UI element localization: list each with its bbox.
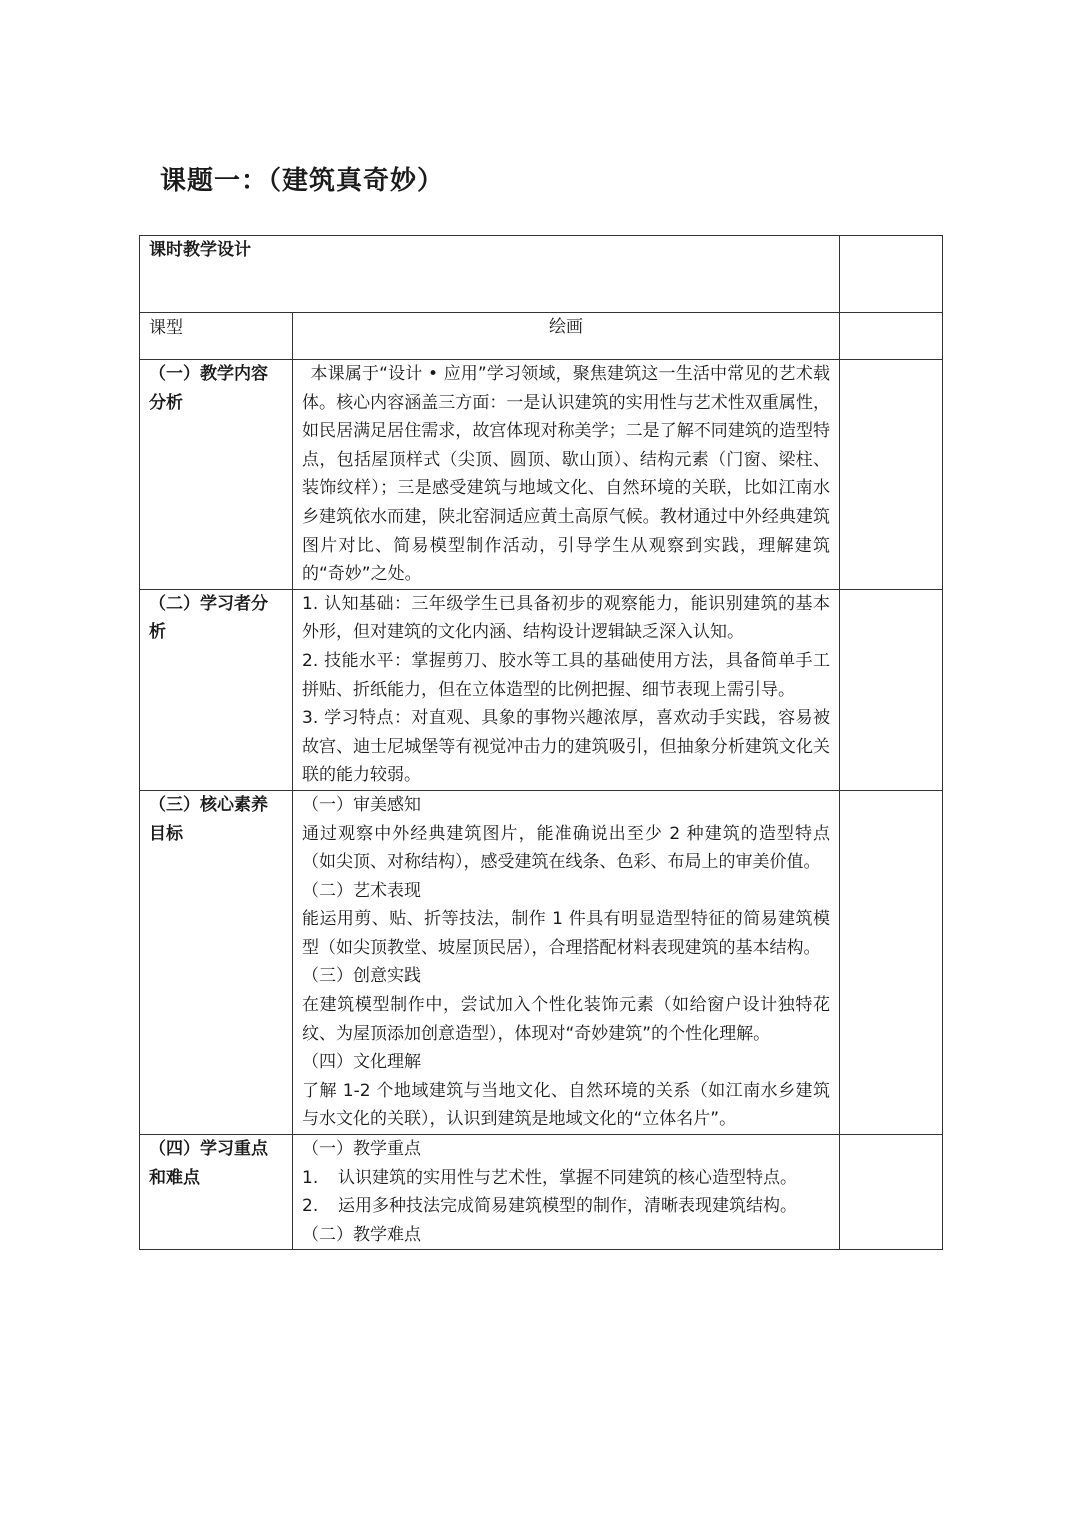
type-value: 绘画 — [293, 313, 840, 360]
empty-cell — [840, 1135, 943, 1250]
section-label: （一）教学内容分析 — [140, 360, 293, 590]
section-content — [293, 1135, 840, 1250]
page-title: 课题一：（建筑真奇妙） — [160, 166, 445, 196]
section-label: （二）学习者分析 — [140, 589, 293, 790]
subsection-heading: （四）文化理解 — [302, 1052, 421, 1073]
empty-cell — [840, 790, 943, 1134]
subsection-heading: （三）创意实践 — [302, 966, 421, 987]
table-row — [140, 313, 943, 360]
table-row — [140, 790, 943, 1134]
table-row — [140, 236, 943, 313]
design-label: 课时教学设计 — [140, 236, 840, 313]
list-item: 2. 运用多种技法完成简易建筑模型的制作，清晰表现建筑结构。 — [302, 1196, 797, 1217]
subsection-text: 在建筑模型制作中，尝试加入个性化装饰元素（如给窗户设计独特花纹、为屋顶添加创意造型），体现对“奇妙建筑”的个性化理解。 — [302, 995, 830, 1044]
section-content — [293, 790, 840, 1134]
table-row — [140, 1135, 943, 1250]
list-item: 1. 认知基础：三年级学生已具备初步的观察能力，能识别建筑的基本外形，但对建筑的文化内涵、结构设计逻辑缺乏深入认知。 — [302, 593, 831, 643]
list-item: 3. 学习特点：对直观、具象的事物兴趣浓厚，喜欢动手实践，容易被故宫、迪士尼城堡等有视觉冲击力的建筑吸引，但抽象分析建筑文化关联的能力较弱。 — [302, 708, 831, 786]
list-item: 1. 认识建筑的实用性与艺术性，掌握不同建筑的核心造型特点。 — [302, 1167, 797, 1188]
empty-cell — [840, 360, 943, 590]
table-row — [140, 360, 943, 590]
section-label: （三）核心素养目标 — [140, 790, 293, 1134]
section-content: 本课属于“设计 • 应用”学习领域，聚焦建筑这一生活中常见的艺术载体。核心内容涵盖三方面：一是认识建筑的实用性与艺术性双重属性，如民居满足居住需求，故宫体现对称美学；二是了解不同建筑的造型特点，包括屋顶样式（尖顶、圆顶、歇山顶）、结构元素（门窗、梁柱、装饰纹样）；三是感受建筑与地域文化、自然环境的关联，比如江南水乡建筑依水而建，陕北窑洞适应黄土高原气候。教材通过中外经典建筑图片对比、简易模型制作活动，引导学生从观察到实践，理解建筑的“奇妙”之处。 — [293, 360, 840, 590]
list-item: 2. 技能水平：掌握剪刀、胶水等工具的基础使用方法，具备简单手工拼贴、折纸能力，但在立体造型的比例把握、细节表现上需引导。 — [302, 650, 831, 700]
section-label: （四）学习重点和难点 — [140, 1135, 293, 1250]
table-row — [140, 589, 943, 790]
subsection-heading: （一）教学重点 — [302, 1139, 421, 1160]
subsection-text: 了解 1-2 个地域建筑与当地文化、自然环境的关系（如江南水乡建筑与水文化的关联），认识到建筑是地域文化的“立体名片”。 — [302, 1080, 830, 1130]
empty-cell — [840, 589, 943, 790]
empty-cell — [840, 313, 943, 360]
subsection-text: 能运用剪、贴、折等技法，制作 1 件具有明显造型特征的简易建筑模型（如尖顶教堂、坡屋顶民居），合理搭配材料表现建筑的基本结构。 — [302, 909, 830, 958]
subsection-heading: （二）艺术表现 — [302, 880, 421, 901]
type-label: 课型 — [140, 313, 293, 360]
section-content — [293, 589, 840, 790]
lesson-design-table — [139, 235, 943, 1250]
empty-cell — [840, 236, 943, 313]
subsection-heading: （一）审美感知 — [302, 794, 421, 815]
subsection-heading: （二）教学难点 — [302, 1224, 421, 1245]
subsection-text: 通过观察中外经典建筑图片，能准确说出至少 2 种建筑的造型特点（如尖顶、对称结构），感受建筑在线条、色彩、布局上的审美价值。 — [302, 823, 830, 873]
